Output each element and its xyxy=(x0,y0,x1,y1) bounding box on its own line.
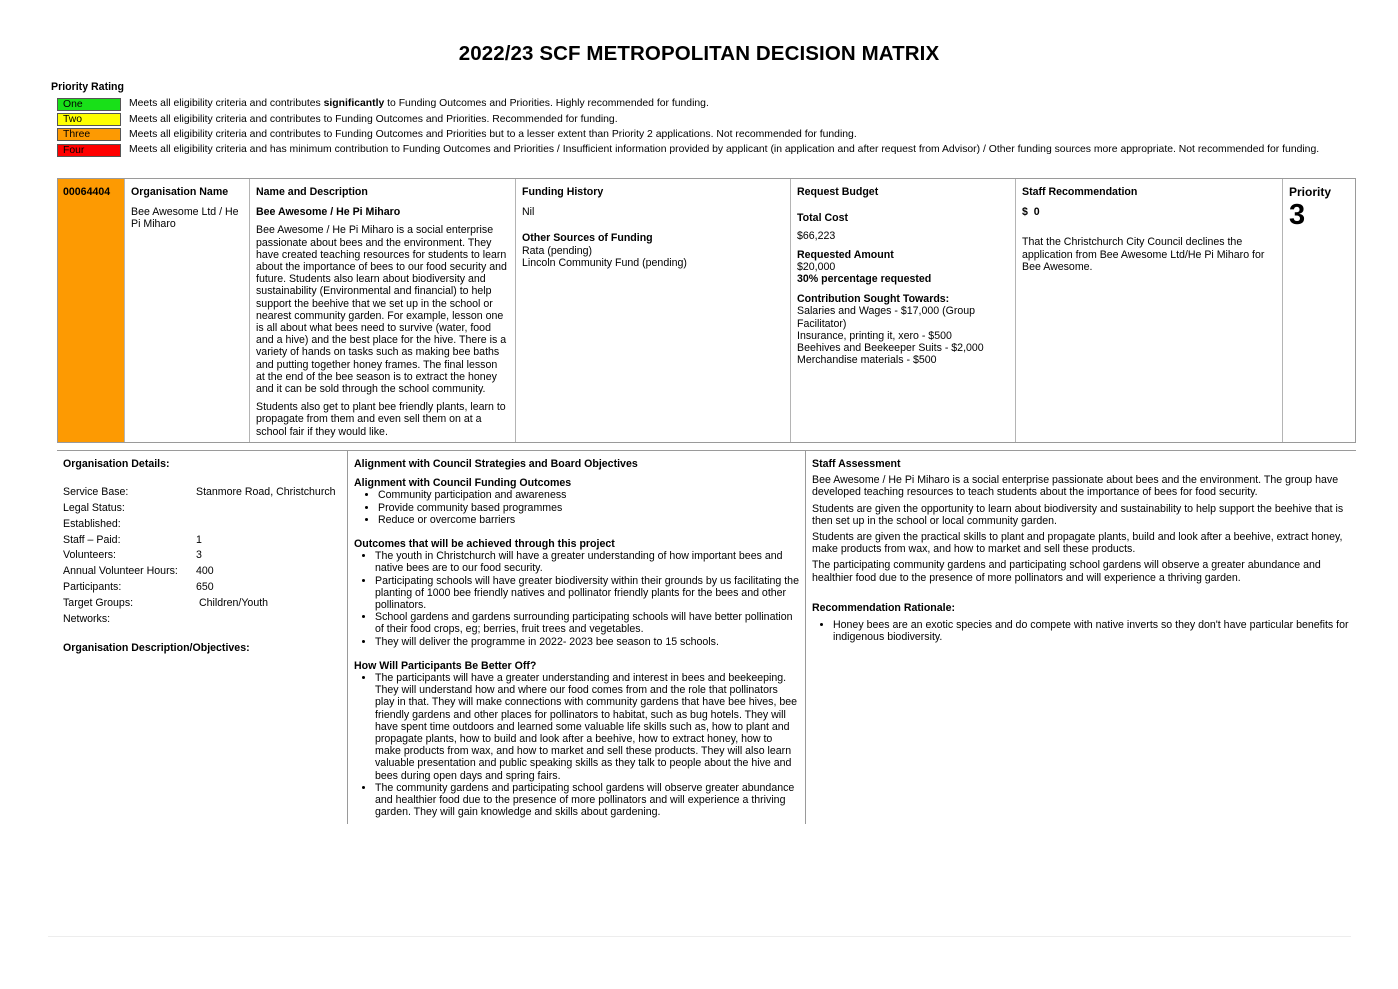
detail-row xyxy=(63,597,341,613)
priority-swatch-two: Two xyxy=(57,113,121,126)
list-item: • The participants will have a greater understanding and interest in bees and beekeeping. They will understand how and where our food comes from and the role that pollinators play in that. They will make connections with community gardens that have bee hives, bee friendly gardens and other places for pollinators to habitat, such as bug hotels. They will have spent time outdoors and learned some valuable life skills such as, how to plant and propagate plants, how to build and look after a beehive, how to extract honey, how to make products from wax, and how to market and sell these products. They will also learn valuable presentation and public speaking skills as they talk to people about the hive and bees during open days and spring fairs. xyxy=(375,672,799,782)
staff-recommendation-text: That the Christchurch City Council declines the application from Bee Awesome Ltd/He Pi Miharo for Bee Awesome. xyxy=(1022,236,1265,273)
assessment-paragraph: Bee Awesome / He Pi Miharo is a social enterprise passionate about bees and the environment. The group have developed teaching resources to teach students about the importance of bees for food security. xyxy=(812,474,1339,499)
detail-label: Service Base: xyxy=(63,486,129,499)
funding-history-value: Nil xyxy=(522,206,535,219)
detail-value: Stanmore Road, Christchurch xyxy=(196,486,336,499)
contribution-item: Salaries and Wages - $17,000 (Group Facilitator) xyxy=(797,305,976,330)
list-item: • They will deliver the programme in 2022- 2023 bee season to 15 schools. xyxy=(375,636,799,648)
assessment-paragraph: The participating community gardens and participating school gardens will observe a greater abundance and healthier food due to the presence of more pollinators and will experience a thriving garden. xyxy=(812,559,1321,584)
percentage-requested: 30% percentage requested xyxy=(797,273,932,286)
priority-desc-two: Meets all eligibility criteria and contributes to Funding Outcomes and Priorities. Recommended for funding. xyxy=(129,113,618,125)
detail-row xyxy=(63,518,341,534)
detail-label: Annual Volunteer Hours: xyxy=(63,565,178,578)
assessment-paragraph: Students are given the practical skills to plant and propagate plants, build and look after a beehive, extract honey, make products from wax, and how to market and sell these products. xyxy=(812,531,1343,556)
recommendation-rationale-heading: Recommendation Rationale: xyxy=(812,601,956,614)
contribution-item: Insurance, printing it, xero - $500 xyxy=(797,329,952,342)
priority-value: 3 xyxy=(1289,199,1306,232)
funding-outcomes-list xyxy=(354,489,799,526)
priority-desc-three: Meets all eligibility criteria and contributes to Funding Outcomes and Priorities but to a lesser extent than Priority 2 applications. Not recommended for funding. xyxy=(129,128,857,140)
priority-row-four xyxy=(57,143,1319,158)
requested-amount-label: Requested Amount xyxy=(797,248,894,261)
other-sources-header: Other Sources of Funding xyxy=(522,232,653,245)
list-item: • School gardens and gardens surrounding participating schools will have better pollination of their food crops, eg; berries, fruit trees and vegetables. xyxy=(375,611,799,635)
priority-desc-text: to Funding Outcomes and Priorities. Highly recommended for funding. xyxy=(384,98,709,110)
detail-value: 650 xyxy=(196,580,214,593)
alignment-panel xyxy=(348,451,806,824)
detail-value: 3 xyxy=(196,549,202,562)
outcomes-achieved-list xyxy=(354,550,799,648)
priority-desc-four: Meets all eligibility criteria and has minimum contribution to Funding Outcomes and Priorities / Insufficient information provided by applicant (in application and after request from Advisor) / Other funding sources more appropriate. Not recommended for funding. xyxy=(129,144,1320,156)
contribution-label: Contribution Sought Towards: xyxy=(797,293,950,306)
detail-row xyxy=(63,613,341,629)
list-item: • The community gardens and participating school gardens will observe greater abundance and healthier food due to the presence of more pollinators and will experience a thriving garden. They will gain knowledge and skills about gardening. xyxy=(375,782,799,819)
detail-label: Target Groups: xyxy=(63,596,134,609)
list-item: • Community participation and awareness xyxy=(378,489,799,501)
decision-record-table xyxy=(57,178,1356,443)
organisation-details-panel xyxy=(57,451,348,824)
organisation-details-heading: Organisation Details: xyxy=(63,458,170,470)
staff-assessment-panel xyxy=(806,451,1356,824)
priority-swatch-three: Three xyxy=(57,128,121,141)
detail-label: Staff – Paid: xyxy=(63,533,121,546)
total-cost-label: Total Cost xyxy=(797,212,849,225)
priority-desc-emphasis: significantly xyxy=(323,98,385,110)
detail-value: 400 xyxy=(196,565,214,578)
details-section xyxy=(57,450,1356,824)
priority-desc-text: Meets all eligibility criteria and contributes xyxy=(129,98,324,110)
list-item: • The youth in Christchurch will have a greater understanding of how important bees and native bees are to our food security. xyxy=(375,550,799,574)
detail-label: Volunteers: xyxy=(63,549,117,562)
requested-amount-value: $20,000 xyxy=(797,260,836,273)
priority-rating-legend xyxy=(57,97,1319,158)
detail-value: 1 xyxy=(196,533,202,546)
request-budget-header: Request Budget xyxy=(797,186,879,198)
rationale-list xyxy=(812,619,1350,643)
priority-row-two xyxy=(57,112,1319,127)
funding-history-header: Funding History xyxy=(522,186,604,198)
organisation-name-header: Organisation Name xyxy=(131,186,229,198)
outcomes-achieved-heading: Outcomes that will be achieved through this project xyxy=(354,538,615,551)
staff-recommendation-header: Staff Recommendation xyxy=(1022,186,1138,198)
list-item: • Participating schools will have greater biodiversity within their grounds by us facilitating the planting of 1000 bee friendly natives and pollinator friendly plants for the bees and other pollinators. xyxy=(375,575,799,612)
organisation-cell xyxy=(125,179,250,442)
record-id-cell xyxy=(58,179,125,442)
project-name: Bee Awesome / He Pi Miharo xyxy=(256,206,401,219)
detail-row xyxy=(63,534,341,550)
list-item: • Provide community based programmes xyxy=(378,502,799,514)
priority-swatch-one: One xyxy=(57,98,121,111)
detail-row xyxy=(63,486,341,502)
detail-row xyxy=(63,502,341,518)
priority-header: Priority xyxy=(1289,185,1332,199)
contribution-item: Merchandise materials - $500 xyxy=(797,354,937,367)
name-description-header: Name and Description xyxy=(256,186,368,198)
detail-label: Networks: xyxy=(63,612,111,625)
priority-cell xyxy=(1283,179,1355,442)
priority-desc-one xyxy=(129,98,709,110)
detail-row xyxy=(63,565,341,581)
record-id: 00064404 xyxy=(63,186,111,198)
other-source-item: Rata (pending) xyxy=(522,244,593,257)
list-item: • Reduce or overcome barriers xyxy=(378,514,799,526)
funding-outcomes-heading: Alignment with Council Funding Outcomes xyxy=(354,477,572,490)
priority-rating-heading: Priority Rating xyxy=(51,81,124,93)
organisation-name: Bee Awesome Ltd / He Pi Miharo xyxy=(131,206,239,231)
staff-assessment-heading: Staff Assessment xyxy=(812,458,901,470)
page-title: 2022/23 SCF METROPOLITAN DECISION MATRIX xyxy=(458,42,940,65)
contribution-item: Beehives and Beekeeper Suits - $2,000 xyxy=(797,342,984,355)
detail-label: Established: xyxy=(63,517,121,530)
priority-row-one xyxy=(57,97,1319,112)
funding-history-cell xyxy=(516,179,791,442)
detail-row xyxy=(63,549,341,565)
list-item: • Honey bees are an exotic species and do compete with native inverts so they don't have particular benefits for indigenous biodiversity. xyxy=(833,619,1350,643)
better-off-heading: How Will Participants Be Better Off? xyxy=(354,659,537,672)
other-source-item: Lincoln Community Fund (pending) xyxy=(522,256,687,269)
project-description-extra: Students also get to plant bee friendly plants, learn to propagate from them and even sell them on at a school fair if they would like. xyxy=(256,401,506,438)
detail-row xyxy=(63,581,341,597)
organisation-description-heading: Organisation Description/Objectives: xyxy=(63,642,250,655)
project-description: Bee Awesome / He Pi Miharo is a social enterprise passionate about bees and the environment. They have created teaching resources for students to learn about the importance of bees to our food security and future. Students also learn about biodiversity and sustainability (Environmental and financial) to help support the beehive that we set up in the school or nearest community garden. For example, lesson one is all about what bees need to survive (water, food and a hive) and the best place for the hive. There is a variety of hands on tasks such as making bee baths and putting together honey frames. The final lesson at the end of the bee season is to extract the honey and it can be sold through the school community. xyxy=(256,224,507,396)
better-off-list xyxy=(354,672,799,818)
page-divider xyxy=(48,936,1351,937)
total-cost-value: $66,223 xyxy=(797,230,836,243)
detail-label: Legal Status: xyxy=(63,502,125,514)
staff-recommended-amount: $ 0 xyxy=(1022,206,1040,219)
priority-row-three xyxy=(57,127,1319,142)
request-budget-cell xyxy=(791,179,1016,442)
staff-recommendation-cell xyxy=(1016,179,1283,442)
priority-swatch-four: Four xyxy=(57,144,121,157)
assessment-paragraph: Students are given the opportunity to learn about biodiversity and sustainability to help support the beehive that is then set up in the school or local community garden. xyxy=(812,502,1344,527)
alignment-heading: Alignment with Council Strategies and Board Objectives xyxy=(354,458,638,470)
detail-label: Participants: xyxy=(63,580,122,593)
detail-value: Children/Youth xyxy=(196,596,269,609)
name-description-cell xyxy=(250,179,516,442)
